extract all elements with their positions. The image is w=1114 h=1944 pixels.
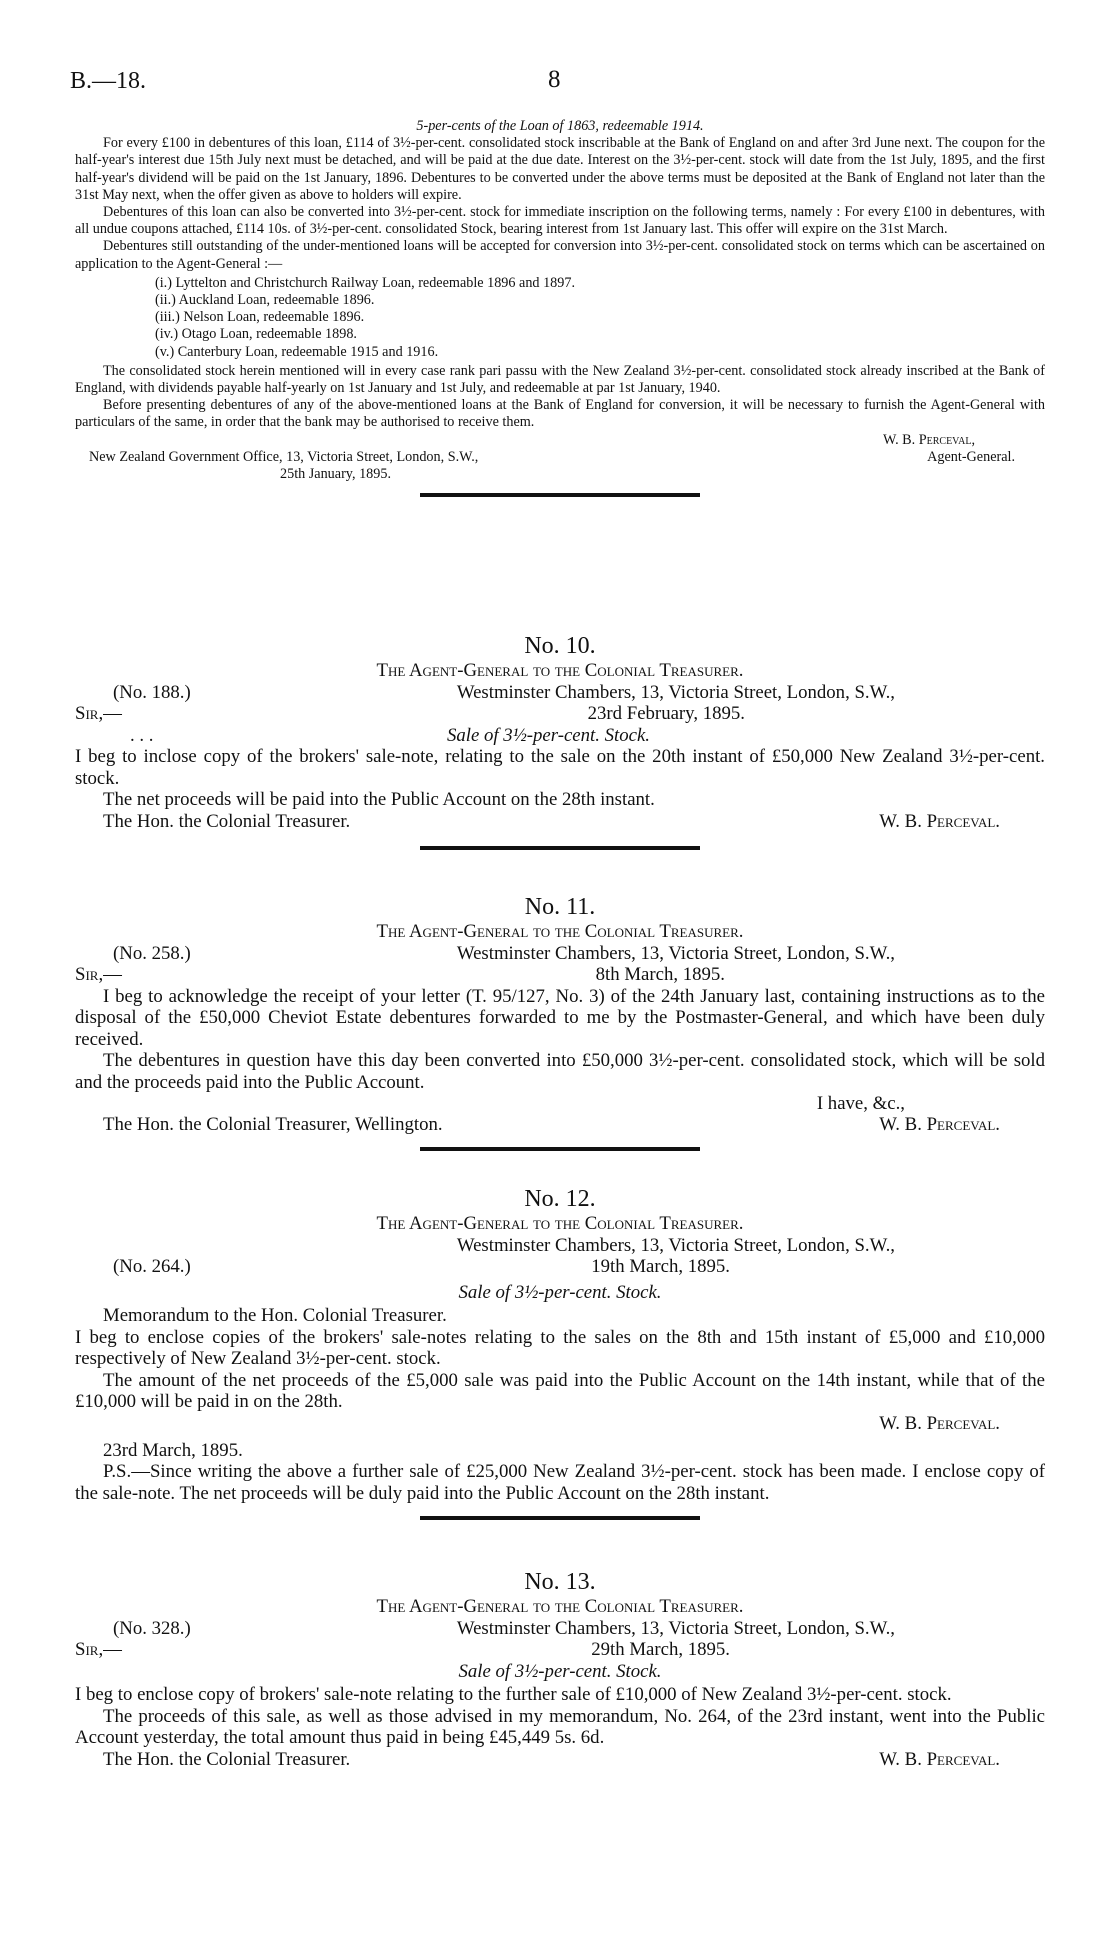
- letter-title: The Agent-General to the Colonial Treasurer.: [376, 660, 744, 681]
- letter-date: 23rd February, 1895.: [587, 703, 745, 724]
- letter-title: The Agent-General to the Colonial Treasurer.: [376, 921, 744, 942]
- page-number: 8: [548, 66, 561, 93]
- signature: W. B. Perceval.: [879, 1412, 1000, 1434]
- letter-subject: Sale of 3½-per-cent. Stock.: [458, 1281, 662, 1303]
- loan-item: (i.) Lyttelton and Christchurch Railway Loan, redeemable 1896 and 1897.: [155, 274, 575, 291]
- office-address: New Zealand Government Office, 13, Victoria Street, London, S.W.,: [89, 448, 479, 465]
- letter-ref: (No. 264.): [113, 1256, 191, 1277]
- letter-number: No. 10.: [524, 633, 596, 659]
- letter-date: 29th March, 1895.: [591, 1639, 730, 1660]
- letter-number: No. 13.: [524, 1569, 596, 1595]
- letter-ref: (No. 328.): [113, 1617, 191, 1639]
- paragraph: Debentures still outstanding of the under-mentioned loans will be accepted for conversion into 3½-per-cent. consolidated stock on terms which can be ascertained on application to the Agent-General :—: [75, 238, 1045, 272]
- section-loan-1863: [75, 118, 1045, 497]
- recipient: The Hon. the Colonial Treasurer.: [103, 1748, 351, 1770]
- salutation: Sir,—: [75, 1639, 122, 1660]
- letter-no-10: [75, 632, 1045, 850]
- postscript: P.S.—Since writing the above a further sale of £25,000 New Zealand 3½-per-cent. stock has been made. I enclose copy of the sale-note. The net proceeds will be duly paid into the Public Account on the 28th instant.: [75, 1461, 1045, 1504]
- paragraph: The debentures in question have this day been converted into £50,000 3½-per-cent. consolidated stock, which will be sold and the proceeds paid into the Public Account.: [75, 1050, 1045, 1093]
- signature: W. B. Perceval.: [879, 1114, 1000, 1135]
- signature: W. B. Perceval.: [879, 1748, 1000, 1770]
- paragraph: The net proceeds will be paid into the Public Account on the 28th instant.: [103, 789, 655, 810]
- letter-no-12: [75, 1185, 1045, 1520]
- letter-number: No. 11.: [524, 894, 596, 920]
- closing: I have, &c.,: [816, 1093, 905, 1114]
- memo-line: Memorandum to the Hon. Colonial Treasurer.: [103, 1305, 447, 1326]
- paragraph: The consolidated stock herein mentioned will in every case rank pari passu with the New Zealand 3½-per-cent. consolidated stock already inscribed at the Bank of England, with dividends payable half-yearly on 1st January and 1st July, and redeemable at par 1st January, 1940.: [75, 362, 1045, 397]
- paragraph: The amount of the net proceeds of the £5,000 sale was paid into the Public Account on the 14th instant, while that of the £10,000 will be paid in on the 28th.: [75, 1369, 1045, 1412]
- paragraph: The proceeds of this sale, as well as those advised in my memorandum, No. 264, of the 23rd instant, went into the Public Account yesterday, the total amount thus paid in being £45,449 5s. 6d.: [75, 1705, 1045, 1748]
- loan-item: (iii.) Nelson Loan, redeemable 1896.: [155, 309, 365, 326]
- letter-address: Westminster Chambers, 13, Victoria Street, London, S.W.,: [456, 1234, 895, 1256]
- paragraph: Before presenting debentures of any of the above-mentioned loans at the Bank of England for conversion, it will be necessary to furnish the Agent-General with particulars of the same, in order that the bank may be authorised to receive them.: [75, 397, 1045, 431]
- divider: [420, 493, 700, 497]
- salutation: Sir,—: [75, 964, 122, 985]
- paragraph: I beg to acknowledge the receipt of your letter (T. 95/127, No. 3) of the 24th January last, containing instructions as to the disposal of the £50,000 Cheviot Estate debentures forwarded to me by the Postmaster-General, and which have been duly received.: [75, 985, 1045, 1050]
- divider: [420, 1147, 700, 1151]
- paragraph: For every £100 in debentures of this loan, £114 of 3½-per-cent. consolidated stock inscribable at the Bank of England on and after 3rd June next. The coupon for the half-year's interest due 15th July next must be detached, and will be paid at the due date. Interest on the 3½-per-cent. stock will date from the 1st July, 1895, and the first half-year's dividend will be paid on the 1st January, 1896. Debentures to be converted under the above terms must be deposited at the Bank of England not later than the 31st May next, when the offer given as above to holders will expire.: [75, 135, 1045, 203]
- paragraph: Debentures of this loan can also be converted into 3½-per-cent. stock for immediate inscription on the following terms, namely : For every £100 in debentures, with all undue coupons attached, £114 10s. of 3½-per-cent. consolidated Stock, bearing interest from 1st January last. This offer will expire on the 31st March.: [75, 204, 1045, 238]
- letter-ref: (No. 188.): [113, 681, 191, 703]
- recipient: The Hon. the Colonial Treasurer, Wellington.: [103, 1114, 443, 1135]
- letter-no-13: [75, 1568, 1045, 1770]
- letter-title: The Agent-General to the Colonial Treasurer.: [376, 1596, 744, 1617]
- signature: W. B. Perceval.: [879, 810, 1000, 832]
- loan-item: (ii.) Auckland Loan, redeemable 1896.: [155, 292, 375, 309]
- document-reference: B.—18.: [70, 68, 147, 94]
- paragraph: I beg to enclose copy of brokers' sale-note relating to the further sale of £10,000 of New Zealand 3½-per-cent. stock.: [75, 1684, 952, 1705]
- salutation: Sir,—: [75, 703, 122, 724]
- letter-address: Westminster Chambers, 13, Victoria Street, London, S.W.,: [456, 1617, 895, 1639]
- letter-title: The Agent-General to the Colonial Treasurer.: [376, 1213, 744, 1234]
- loan-item: (v.) Canterbury Loan, redeemable 1915 and 1916.: [155, 343, 439, 360]
- section-heading: 5-per-cents of the Loan of 1863, redeemable 1914.: [416, 118, 704, 134]
- signature-role: Agent-General.: [927, 448, 1015, 465]
- letter-subject: Sale of 3½-per-cent. Stock.: [446, 724, 650, 746]
- letter-no-11: [75, 893, 1045, 1151]
- divider: [420, 1516, 700, 1520]
- postscript-date: 23rd March, 1895.: [103, 1439, 243, 1461]
- divider: [420, 846, 700, 850]
- letter-date: 19th March, 1895.: [591, 1256, 730, 1277]
- letter-subject: Sale of 3½-per-cent. Stock.: [458, 1660, 662, 1682]
- loan-list: [155, 275, 1045, 361]
- signature: W. B. Perceval,: [883, 431, 975, 448]
- loan-item: (iv.) Otago Loan, redeemable 1898.: [155, 326, 357, 343]
- ellipsis: . . .: [130, 724, 154, 746]
- letter-address: Westminster Chambers, 13, Victoria Street, London, S.W.,: [456, 681, 895, 703]
- letter-number: No. 12.: [524, 1186, 596, 1212]
- paragraph: I beg to enclose copies of the brokers' sale-notes relating to the sales on the 8th and 15th instant of £5,000 and £10,000 respectively of New Zealand 3½-per-cent. stock.: [75, 1326, 1045, 1369]
- letter-date: 25th January, 1895.: [280, 465, 391, 482]
- paragraph: I beg to inclose copy of the brokers' sale-note, relating to the sale on the 20th instant of £50,000 New Zealand 3½-per-cent. stock.: [75, 746, 1045, 789]
- letter-date: 8th March, 1895.: [595, 964, 725, 985]
- letter-ref: (No. 258.): [113, 942, 191, 964]
- letter-address: Westminster Chambers, 13, Victoria Street, London, S.W.,: [456, 942, 895, 964]
- recipient: The Hon. the Colonial Treasurer.: [103, 810, 351, 832]
